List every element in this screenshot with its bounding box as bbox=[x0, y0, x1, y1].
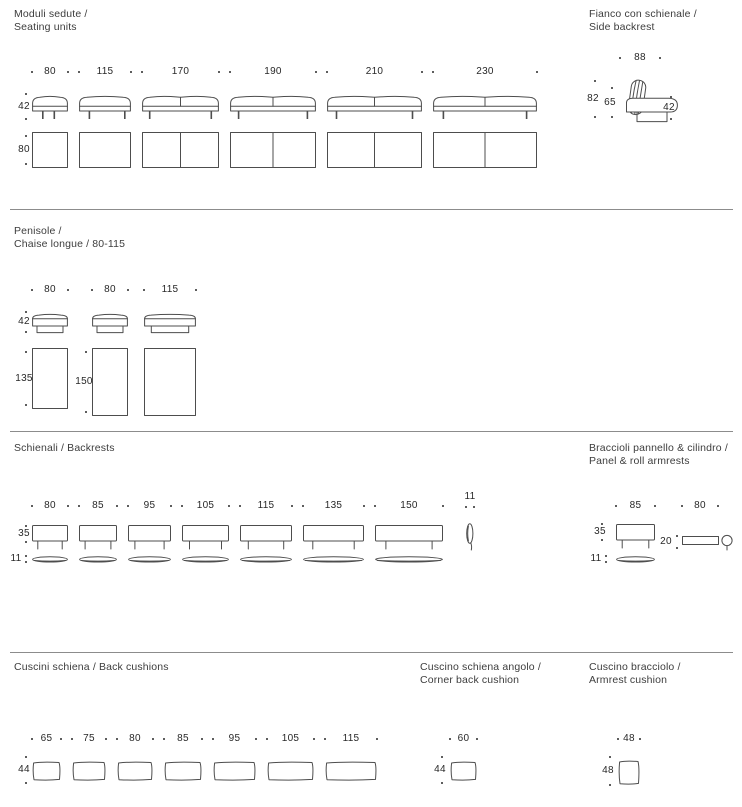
dim-dot bbox=[25, 561, 27, 563]
backrest-side-135-drawing bbox=[303, 525, 364, 551]
seating-unit-top-230-drawing bbox=[433, 132, 537, 168]
dim-dot bbox=[676, 535, 678, 537]
dim-dot bbox=[324, 738, 326, 740]
dim-dot bbox=[163, 738, 165, 740]
dim-dot bbox=[639, 738, 641, 740]
section-title-corner-back-cushion bbox=[420, 661, 541, 686]
dim-dot bbox=[141, 71, 143, 73]
dim-dot bbox=[91, 289, 93, 291]
dim-value: 80 bbox=[104, 284, 116, 295]
dim-value: 48 bbox=[602, 765, 614, 776]
dim-value: 105 bbox=[281, 733, 300, 744]
title-line-en: Seating units bbox=[14, 20, 77, 33]
dim-dot bbox=[25, 135, 27, 137]
dim-value: 230 bbox=[476, 66, 494, 77]
chaise-top-115x150-drawing bbox=[144, 348, 196, 416]
dim-dot bbox=[255, 738, 257, 740]
dim-dot bbox=[31, 505, 33, 507]
back-cushion-75-drawing bbox=[72, 761, 106, 781]
dim-value: 80 bbox=[44, 66, 56, 77]
dim-value: 150 bbox=[400, 500, 418, 511]
dim-dot bbox=[449, 738, 451, 740]
dim-dot bbox=[170, 505, 172, 507]
dim-value: 115 bbox=[96, 66, 114, 77]
dim-value: 80 bbox=[44, 284, 56, 295]
section-title-back-cushions bbox=[14, 661, 169, 674]
section-title-backrests bbox=[14, 442, 115, 455]
backrest-roll-95-drawing bbox=[128, 556, 171, 563]
dim-dot bbox=[31, 289, 33, 291]
backrest-side-105-drawing bbox=[182, 525, 229, 551]
dim-dot bbox=[25, 331, 27, 333]
dim-value: 75 bbox=[83, 733, 95, 744]
section-title-armrest-cushion bbox=[589, 661, 681, 686]
dim-dot bbox=[605, 561, 607, 563]
dim-value: 35 bbox=[18, 528, 30, 539]
dim-dot bbox=[619, 57, 621, 59]
dim-value: 135 bbox=[324, 500, 343, 511]
title-line-en: Panel & roll armrests bbox=[589, 454, 690, 467]
dim-dot bbox=[609, 784, 611, 786]
dim-dot bbox=[143, 289, 145, 291]
dim-dot bbox=[25, 555, 27, 557]
seating-unit-side-170-drawing bbox=[142, 95, 219, 122]
seating-unit-top-190-drawing bbox=[230, 132, 316, 168]
dim-dot bbox=[313, 738, 315, 740]
dim-dot bbox=[605, 555, 607, 557]
dim-dot bbox=[432, 71, 434, 73]
corner-back-cushion-drawing bbox=[450, 761, 477, 781]
chaise-top-80x150-drawing bbox=[92, 348, 128, 416]
dim-dot bbox=[25, 351, 27, 353]
dim-dot bbox=[127, 289, 129, 291]
dim-value: 42 bbox=[18, 316, 30, 327]
back-cushion-80-drawing bbox=[117, 761, 153, 781]
back-cushion-115-drawing bbox=[325, 761, 377, 781]
dim-value: 150 bbox=[75, 376, 93, 387]
dim-dot bbox=[78, 71, 80, 73]
dim-dot bbox=[442, 505, 444, 507]
dim-dot bbox=[659, 57, 661, 59]
dim-dot bbox=[67, 71, 69, 73]
title-line-en: Side backrest bbox=[589, 20, 655, 33]
dim-value: 35 bbox=[594, 526, 606, 537]
dim-dot bbox=[676, 547, 678, 549]
dim-dot bbox=[71, 738, 73, 740]
dim-dot bbox=[326, 71, 328, 73]
dim-dot bbox=[25, 163, 27, 165]
title-line-en: Corner back cushion bbox=[420, 673, 520, 686]
seating-unit-top-170-drawing bbox=[142, 132, 219, 168]
dim-dot bbox=[601, 539, 603, 541]
dim-dot bbox=[441, 756, 443, 758]
backrest-side-80-drawing bbox=[32, 525, 68, 551]
back-cushion-95-drawing bbox=[213, 761, 256, 781]
dim-dot bbox=[31, 71, 33, 73]
chaise-side-80-drawing bbox=[32, 313, 68, 334]
dim-value: 80 bbox=[18, 144, 30, 155]
dim-dot bbox=[67, 505, 69, 507]
panel-armrest-drawing bbox=[616, 524, 655, 550]
dim-dot bbox=[25, 311, 27, 313]
seating-unit-side-230-drawing bbox=[433, 95, 537, 122]
backrest-side-95-drawing bbox=[128, 525, 171, 551]
title-line-it: Cuscino bracciolo / bbox=[589, 661, 681, 673]
dim-dot bbox=[611, 87, 613, 89]
dim-value: 85 bbox=[629, 500, 642, 511]
dim-dot bbox=[105, 738, 107, 740]
section-divider bbox=[10, 652, 733, 653]
back-cushion-85-drawing bbox=[164, 761, 202, 781]
dim-dot bbox=[152, 738, 154, 740]
dim-dot bbox=[78, 505, 80, 507]
dim-value: 115 bbox=[342, 733, 360, 744]
dim-dot bbox=[67, 289, 69, 291]
section-title-side-backrest bbox=[589, 8, 697, 33]
dim-dot bbox=[201, 738, 203, 740]
backrest-roll-80-drawing bbox=[32, 556, 68, 563]
dim-dot bbox=[212, 738, 214, 740]
dim-value: 11 bbox=[10, 553, 22, 564]
dim-value: 20 bbox=[660, 536, 672, 547]
dim-value: 11 bbox=[590, 553, 602, 564]
dim-dot bbox=[127, 505, 129, 507]
back-cushion-105-drawing bbox=[267, 761, 314, 781]
backrest-roll-115-drawing bbox=[240, 556, 292, 563]
backrest-side-150-drawing bbox=[375, 525, 443, 551]
dim-value: 170 bbox=[171, 66, 190, 77]
dim-dot bbox=[291, 505, 293, 507]
dim-dot bbox=[465, 506, 467, 508]
dim-dot bbox=[617, 738, 619, 740]
dim-dot bbox=[654, 505, 656, 507]
chaise-side-115-drawing bbox=[144, 313, 196, 334]
roll-side-view-drawing bbox=[465, 523, 475, 553]
seating-unit-side-115-drawing bbox=[79, 95, 131, 122]
backrest-roll-85-drawing bbox=[79, 556, 117, 563]
seating-unit-side-190-drawing bbox=[230, 95, 316, 122]
dim-dot bbox=[25, 782, 27, 784]
dim-value: 105 bbox=[196, 500, 215, 511]
dim-dot bbox=[228, 505, 230, 507]
dim-dot bbox=[594, 116, 596, 118]
title-line-it: Braccioli pannello & cilindro / bbox=[589, 442, 728, 454]
side-backrest-drawing bbox=[624, 78, 680, 124]
dim-value: 60 bbox=[457, 733, 470, 744]
dim-dot bbox=[421, 71, 423, 73]
title-line: Schienali / Backrests bbox=[14, 442, 115, 454]
dim-dot bbox=[374, 505, 376, 507]
seating-unit-side-80-drawing bbox=[32, 95, 68, 122]
dim-value: 82 bbox=[587, 93, 599, 104]
seating-unit-top-115-drawing bbox=[79, 132, 131, 168]
backrest-side-85-drawing bbox=[79, 525, 117, 551]
dim-dot bbox=[239, 505, 241, 507]
dim-dot bbox=[116, 738, 118, 740]
dim-dot bbox=[85, 351, 87, 353]
dim-dot bbox=[60, 738, 62, 740]
dim-value: 11 bbox=[464, 491, 476, 502]
dim-dot bbox=[25, 525, 27, 527]
dim-dot bbox=[266, 738, 268, 740]
dim-dot bbox=[717, 505, 719, 507]
roll-armrest-drawing bbox=[682, 534, 736, 551]
backrest-roll-150-drawing bbox=[375, 556, 443, 563]
title-line: Cuscini schiena / Back cushions bbox=[14, 661, 169, 673]
dim-dot bbox=[116, 505, 118, 507]
seating-unit-side-210-drawing bbox=[327, 95, 422, 122]
dim-value: 44 bbox=[18, 764, 30, 775]
dim-dot bbox=[229, 71, 231, 73]
dim-value: 65 bbox=[604, 96, 616, 108]
dim-dot bbox=[31, 738, 33, 740]
dim-value: 88 bbox=[634, 52, 646, 63]
armrest-cushion-drawing bbox=[618, 760, 640, 785]
dim-value: 80 bbox=[694, 500, 706, 511]
section-title-chaise-longue bbox=[14, 225, 125, 250]
dim-value: 42 bbox=[18, 100, 30, 112]
dim-dot bbox=[363, 505, 365, 507]
title-line-en: Armrest cushion bbox=[589, 673, 668, 686]
dim-dot bbox=[218, 71, 220, 73]
title-line-it: Cuscino schiena angolo / bbox=[420, 661, 541, 673]
dim-value: 80 bbox=[44, 500, 56, 511]
dim-value: 135 bbox=[15, 372, 33, 384]
dim-value: 85 bbox=[177, 733, 189, 744]
dim-value: 115 bbox=[257, 500, 275, 511]
section-title-armrests bbox=[589, 442, 728, 467]
dim-value: 65 bbox=[40, 733, 53, 744]
seating-unit-top-210-drawing bbox=[327, 132, 422, 168]
dim-dot bbox=[130, 71, 132, 73]
dim-dot bbox=[25, 118, 27, 120]
backrest-side-115-drawing bbox=[240, 525, 292, 551]
dim-dot bbox=[302, 505, 304, 507]
dim-dot bbox=[615, 505, 617, 507]
dim-dot bbox=[181, 505, 183, 507]
dim-value: 42 bbox=[663, 102, 675, 113]
dim-dot bbox=[594, 80, 596, 82]
title-line-en: Chaise longue / 80-115 bbox=[14, 237, 126, 250]
dim-dot bbox=[315, 71, 317, 73]
dim-dot bbox=[681, 505, 683, 507]
chaise-side-80-drawing bbox=[92, 313, 128, 334]
backrest-roll-105-drawing bbox=[182, 556, 229, 563]
dim-value: 85 bbox=[92, 500, 104, 511]
dim-value: 80 bbox=[129, 733, 141, 744]
backrest-roll-135-drawing bbox=[303, 556, 364, 563]
dim-dot bbox=[25, 404, 27, 406]
dim-dot bbox=[441, 782, 443, 784]
dim-dot bbox=[376, 738, 378, 740]
dim-dot bbox=[476, 738, 478, 740]
section-divider bbox=[10, 209, 733, 210]
dim-dot bbox=[601, 523, 603, 525]
chaise-top-80x135-drawing bbox=[32, 348, 68, 409]
dim-value: 95 bbox=[143, 500, 156, 511]
title-line-it: Penisole / bbox=[14, 225, 62, 237]
dim-dot bbox=[195, 289, 197, 291]
dim-dot bbox=[473, 506, 475, 508]
panel-armrest-roll-drawing bbox=[616, 556, 655, 563]
dim-dot bbox=[609, 756, 611, 758]
section-title-seating-units bbox=[14, 8, 87, 33]
dim-value: 95 bbox=[228, 733, 241, 744]
dim-dot bbox=[25, 93, 27, 95]
section-divider bbox=[10, 431, 733, 432]
dim-value: 115 bbox=[161, 284, 179, 295]
dim-dot bbox=[536, 71, 538, 73]
dim-value: 44 bbox=[434, 764, 446, 775]
dim-dot bbox=[611, 116, 613, 118]
dim-dot bbox=[85, 411, 87, 413]
dim-value: 210 bbox=[365, 66, 384, 77]
title-line-it: Moduli sedute / bbox=[14, 8, 88, 20]
back-cushion-65-drawing bbox=[32, 761, 61, 781]
title-line-it: Fianco con schienale / bbox=[589, 8, 697, 20]
dim-value: 48 bbox=[623, 733, 635, 744]
dim-dot bbox=[25, 541, 27, 543]
dim-value: 190 bbox=[264, 66, 282, 77]
dim-dot bbox=[25, 756, 27, 758]
seating-unit-top-80-drawing bbox=[32, 132, 68, 168]
